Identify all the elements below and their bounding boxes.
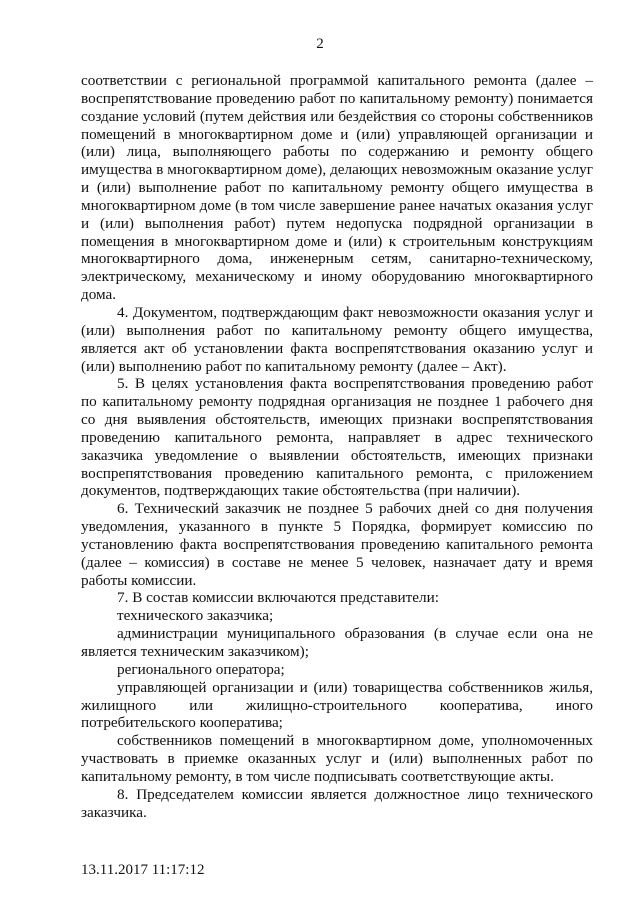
paragraph-clause-8: 8. Председателем комиссии является должностное лицо технического заказчика. — [81, 785, 593, 821]
list-item-management-organization: управляющей организации и (или) товарищества собственников жилья, жилищного или жилищно-строительного кооператива, иного потребительского кооператива; — [81, 678, 593, 732]
paragraph-continuation: соответствии с региональной программой капитального ремонта (далее – воспрепятствование проведению работ по капитальному ремонту) понимается создание условий (путем действия или бездействия со стороны собственников помещений в многоквартирном доме и (или) управляющей организации и (или) лица, выполняющего работы по содержанию и ремонту общего имущества в многоквартирном доме), делающих невозможным оказание услуг и (или) выполнение работ по капитальному ремонту общего имущества в многоквартирном доме (в том числе завершение ранее начатых оказания услуг и (или) выполнения работ) путем недопуска подрядной организации в помещения в многоквартирном доме и (или) к строительным конструкциям многоквартирного дома, инженерным сетям, санитарно-техническому, электрическому, механическому и иному оборудованию многоквартирного дома. — [81, 72, 593, 304]
paragraph-clause-5: 5. В целях установления факта воспрепятствования проведению работ по капитальному ремонту подрядная организация не позднее 1 рабочего дня со дня выявления обстоятельств, имеющих признаки воспрепятствования проведению капитального ремонта, направляет в адрес технического заказчика уведомление о выявлении обстоятельств, имеющих признаки воспрепятствования проведению капитального ремонта, с приложением документов, подтверждающих такие обстоятельства (при наличии). — [81, 375, 593, 500]
paragraph-clause-6: 6. Технический заказчик не позднее 5 рабочих дней со дня получения уведомления, указанного в пункте 5 Порядка, формирует комиссию по установлению факта воспрепятствования проведению капитального ремонта (далее – комиссия) в составе не менее 5 человек, назначает дату и время работы комиссии. — [81, 500, 593, 589]
paragraph-clause-7: 7. В состав комиссии включаются представители: — [117, 589, 439, 607]
list-item-municipal-administration: администрации муниципального образования (в случае если она не является техническим заказчиком); — [81, 625, 593, 660]
list-item-owners: собственников помещений в многоквартирном доме, уполномоченных участвовать в приемке оказанных услуг и (или) выполненных работ по капитальному ремонту, в том числе подписывать соответствующие акты. — [81, 732, 593, 785]
page-number: 2 — [316, 36, 324, 52]
document-body — [81, 72, 593, 821]
footer-timestamp: 13.11.2017 11:17:12 — [81, 862, 205, 878]
list-item-technical-customer: технического заказчика; — [117, 607, 274, 625]
paragraph-clause-4: 4. Документом, подтверждающим факт невозможности оказания услуг и (или) выполнения работ по капитальному ремонту общего имущества, является акт об установлении факта воспрепятствования оказанию услуг и (или) выполнению работ по капитальному ремонту (далее – Акт). — [81, 303, 593, 375]
list-item-regional-operator: регионального оператора; — [117, 660, 285, 678]
